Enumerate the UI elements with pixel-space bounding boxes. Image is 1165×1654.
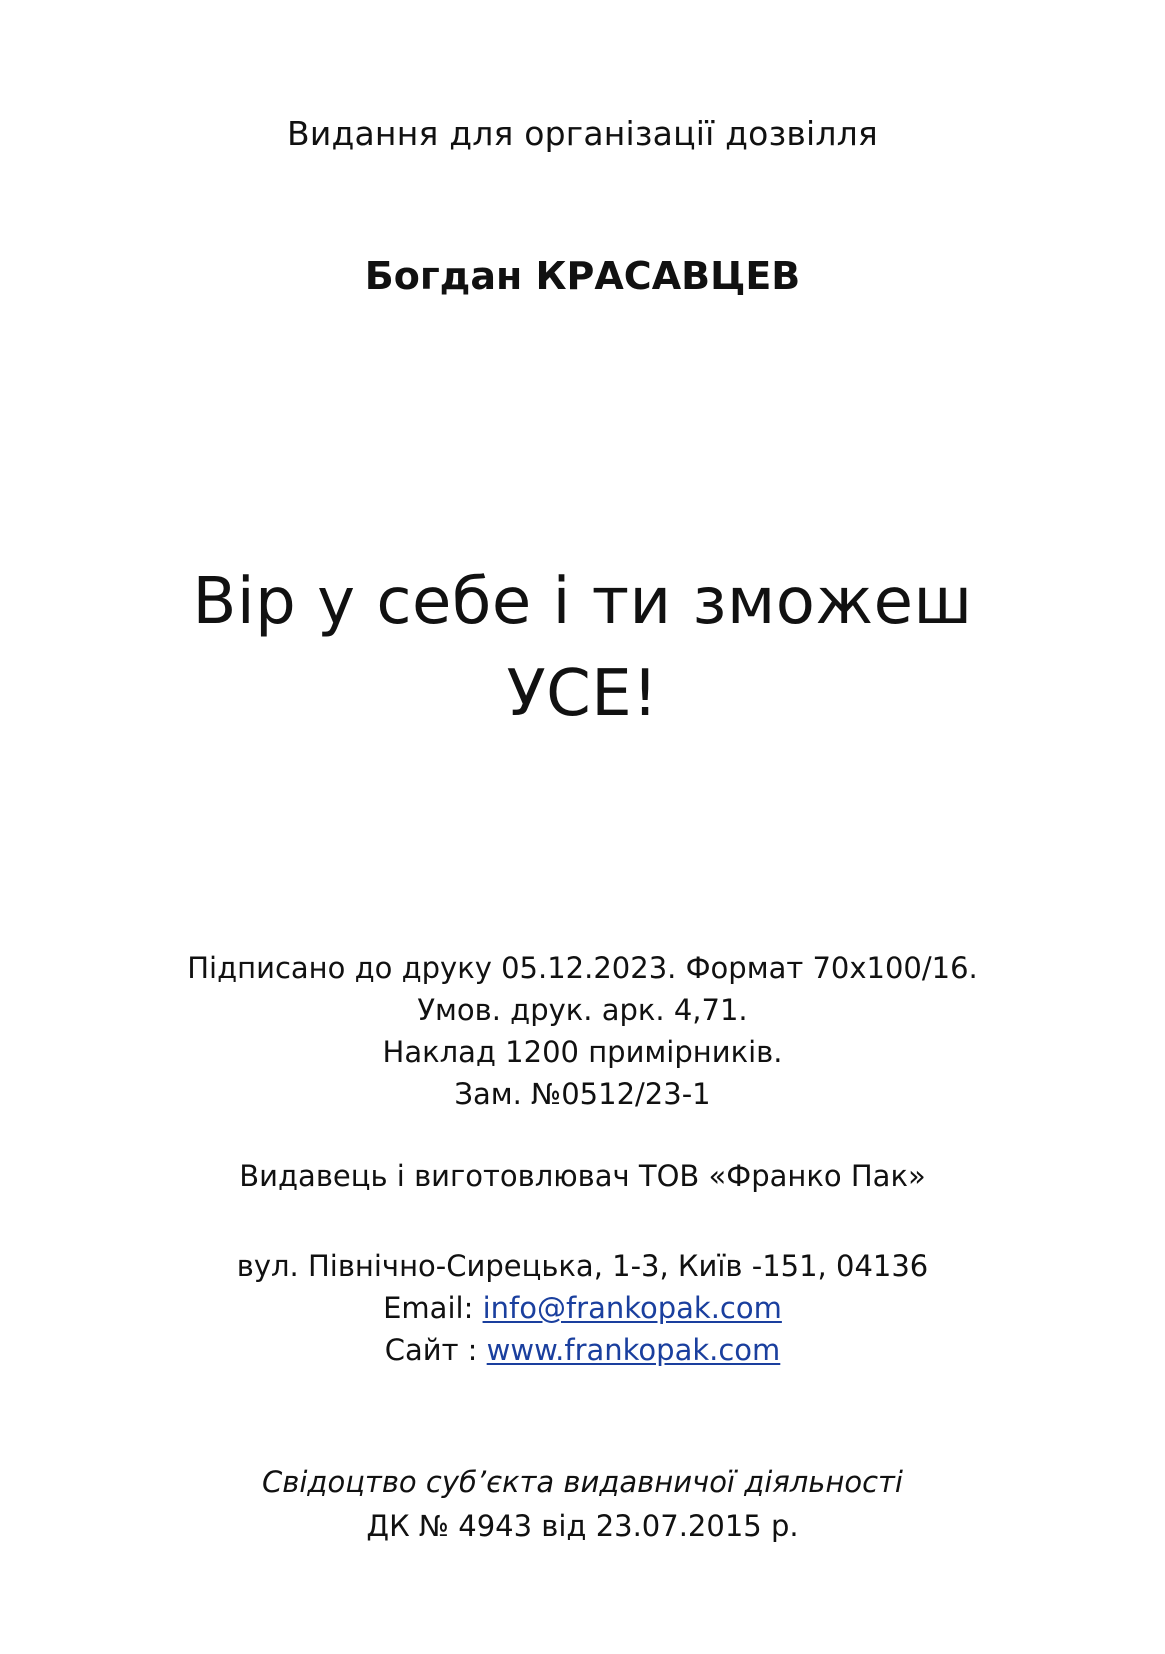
email-label: Email: <box>383 1291 474 1325</box>
signed-to-print: Підписано до друку 05.12.2023. Формат 70х100/16. <box>187 951 978 985</box>
imprint-details <box>0 947 1165 1115</box>
site-label: Сайт : <box>384 1333 478 1367</box>
site-row <box>0 1329 1165 1371</box>
book-title-line-1: Вір у себе і ти зможеш <box>192 565 973 639</box>
publisher-line: Видавець і виготовлювач ТОВ «Франко Пак» <box>239 1159 926 1193</box>
site-link[interactable]: www.frankopak.com <box>486 1333 781 1367</box>
author-name: Богдан КРАСАВЦЕВ <box>364 254 801 298</box>
printed-sheets: Умов. друк. арк. 4,71. <box>417 993 748 1027</box>
series-label: Видання для організації дозвілля <box>287 114 878 153</box>
email-row <box>0 1287 1165 1329</box>
book-title <box>0 556 1165 740</box>
certificate-number: ДК № 4943 від 23.07.2015 р. <box>366 1509 799 1543</box>
book-title-line-2: УСЕ! <box>506 657 659 731</box>
publisher-certificate <box>0 1460 1165 1548</box>
print-run: Наклад 1200 примірників. <box>382 1035 783 1069</box>
email-link[interactable]: info@frankopak.com <box>482 1291 782 1325</box>
publisher-contacts <box>0 1245 1165 1371</box>
order-number: Зам. №0512/23-1 <box>454 1077 711 1111</box>
publisher-address: вул. Північно-Сирецька, 1-3, Київ -151, 04136 <box>236 1249 929 1283</box>
certificate-title: Свідоцтво суб’єкта видавничої діяльності <box>262 1465 903 1499</box>
